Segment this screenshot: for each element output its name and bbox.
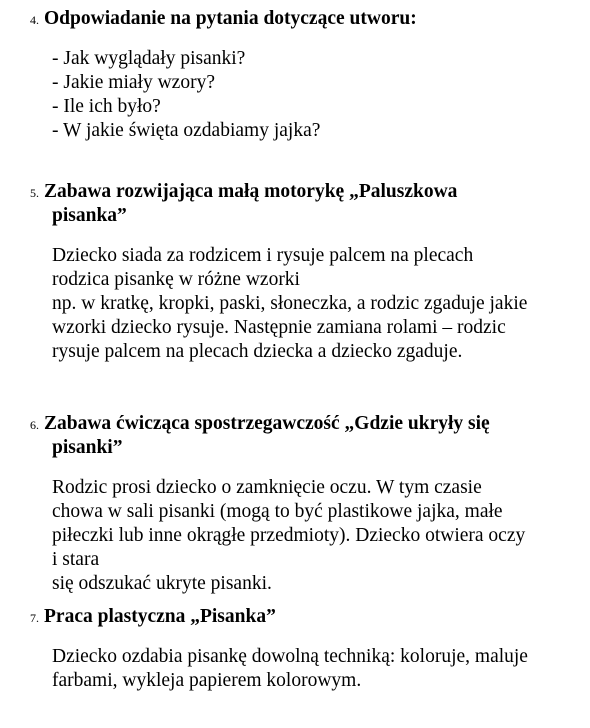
section-title-line: Zabawa rozwijająca małą motorykę „Paluszkowa (44, 181, 458, 202)
paragraph-line: Dziecko siada za rodzicem i rysuje palcem na plecach (52, 245, 474, 266)
paragraph-line: chowa w sali pisanki (mogą to być plastikowe jajka, małe (52, 501, 503, 522)
paragraph-line: Rodzic prosi dziecko o zamknięcie oczu. W tym czasie (52, 477, 482, 498)
section-title: Praca plastyczna „Pisanka” (44, 606, 276, 627)
paragraph-line: się odszukać ukryte pisanki. (52, 573, 272, 594)
section-number: 6. (30, 418, 39, 432)
section-heading (30, 180, 552, 228)
section-4 (0, 7, 590, 143)
paragraph-line: i stara (52, 549, 100, 570)
paragraph-line: farbami, wykleja papierem kolorowym. (52, 670, 362, 691)
section-paragraph (52, 476, 582, 596)
question-list (52, 47, 582, 143)
section-title-line: pisanka” (52, 205, 127, 226)
section-number: 4. (30, 13, 39, 27)
list-item: - W jakie święta ozdabiamy jajka? (52, 120, 321, 141)
paragraph-line: wzorki dziecko rysuje. Następnie zamiana rolami – rodzic (52, 317, 506, 338)
paragraph-line: rodzica pisankę w różne wzorki (52, 269, 300, 290)
list-item: - Ile ich było? (52, 96, 161, 117)
section-5 (0, 180, 590, 364)
section-heading (30, 7, 552, 31)
section-title: Odpowiadanie na pytania dotyczące utworu: (44, 8, 417, 29)
section-paragraph (52, 244, 582, 364)
paragraph-line: rysuje palcem na plecach dziecka a dziecko zgaduje. (52, 341, 463, 362)
list-item: - Jakie miały wzory? (52, 72, 215, 93)
section-heading (30, 412, 552, 460)
section-title-line: Zabawa ćwicząca spostrzegawczość „Gdzie ukryły się (44, 413, 490, 434)
paragraph-line: piłeczki lub inne okrągłe przedmioty). Dziecko otwiera oczy (52, 525, 526, 546)
section-paragraph (52, 645, 582, 693)
section-heading (30, 605, 552, 629)
section-7 (0, 605, 590, 693)
list-item: - Jak wyglądały pisanki? (52, 48, 246, 69)
section-6 (0, 412, 590, 596)
section-title-line: pisanki” (52, 437, 123, 458)
section-number: 7. (30, 611, 39, 625)
section-number: 5. (30, 186, 39, 200)
paragraph-line: Dziecko ozdabia pisankę dowolną techniką: koloruje, maluje (52, 646, 528, 667)
paragraph-line: np. w kratkę, kropki, paski, słoneczka, a rodzic zgaduje jakie (52, 293, 528, 314)
